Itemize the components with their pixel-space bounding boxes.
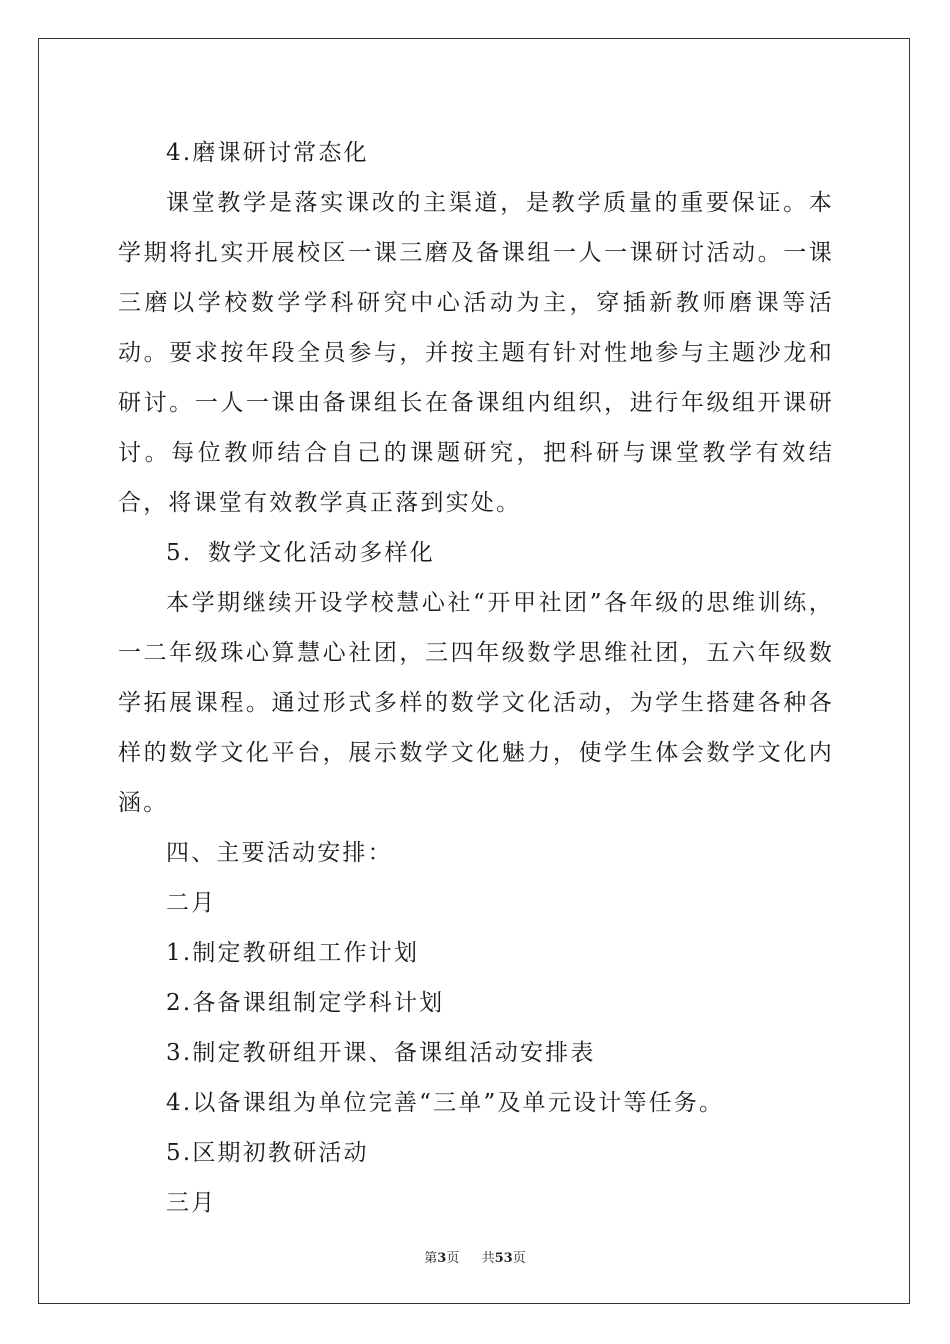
list-item: 5.区期初教研活动 (166, 1140, 369, 1166)
month-march: 三月 (166, 1190, 217, 1216)
document-body (118, 128, 834, 1228)
list-item: 1.制定教研组工作计划 (166, 940, 420, 966)
section-5-heading: 5．数学文化活动多样化 (166, 540, 435, 566)
page-total: 共53页 (481, 1251, 526, 1266)
section-4-paragraph: 课堂教学是落实课改的主渠道，是教学质量的重要保证。本学期将扎实开展校区一课三磨及备课组一人一课研讨活动。一课三磨以学校数学学科研究中心活动为主，穿插新教师磨课等活动。要求按年段全员参与，并按主题有针对性地参与主题沙龙和研讨。一人一课由备课组长在备课组内组织，进行年级组开课研讨。每位教师结合自己的课题研究，把科研与课堂教学有效结合，将课堂有效教学真正落到实处。 (118, 190, 834, 516)
page-number: 第3页 (424, 1251, 460, 1266)
schedule-heading: 四、主要活动安排： (166, 840, 393, 866)
list-item: 4.以备课组为单位完善“三单”及单元设计等任务。 (166, 1090, 725, 1116)
section-5-paragraph: 本学期继续开设学校慧心社“开甲社团”各年级的思维训练，一二年级珠心算慧心社团，三四年级数学思维社团，五六年级数学拓展课程。通过形式多样的数学文化活动，为学生搭建各种各样的数学文化平台，展示数学文化魅力，使学生体会数学文化内涵。 (118, 590, 834, 816)
month-february: 二月 (166, 890, 217, 916)
page-footer (0, 1247, 950, 1266)
list-item: 2.各备课组制定学科计划 (166, 990, 445, 1016)
list-item: 3.制定教研组开课、备课组活动安排表 (166, 1040, 596, 1066)
section-4-heading: 4.磨课研讨常态化 (166, 140, 369, 166)
